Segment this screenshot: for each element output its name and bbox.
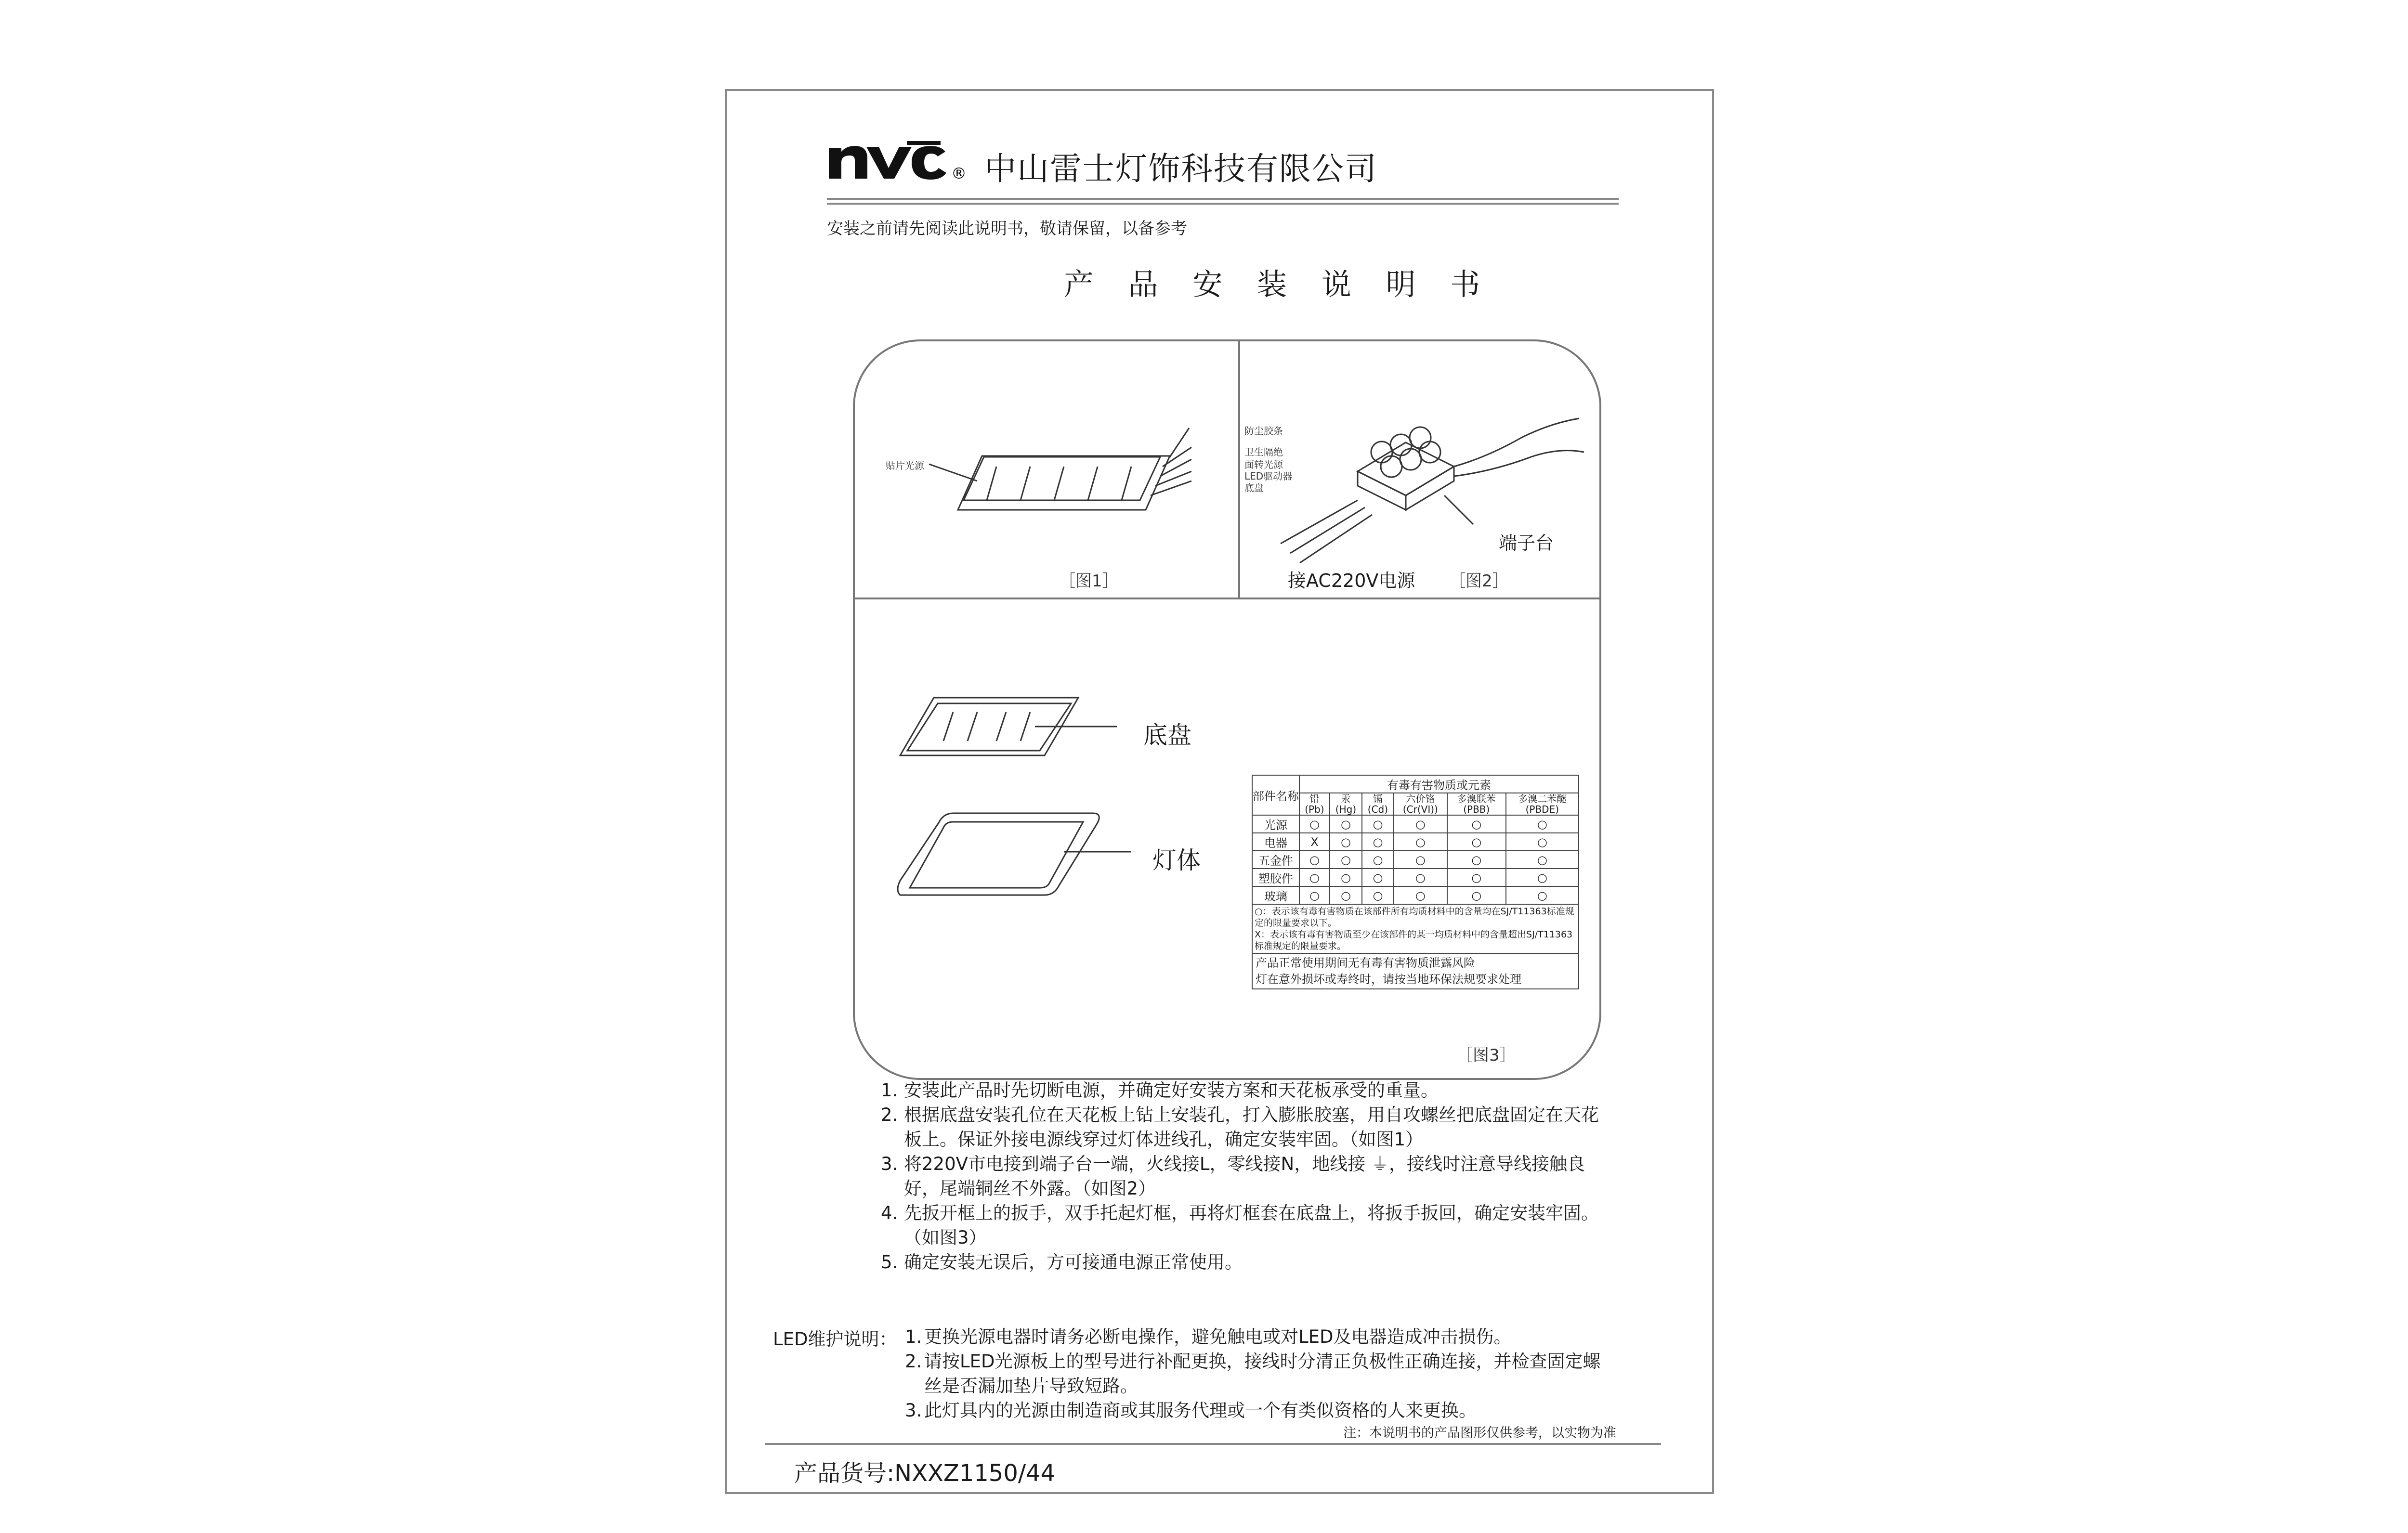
maintenance-heading: LED维护说明：	[773, 1329, 897, 1350]
cell: ○	[1394, 869, 1447, 886]
list-item	[905, 1349, 1618, 1398]
row-part: 玻璃	[1252, 886, 1299, 904]
cell: ○	[1506, 886, 1579, 904]
step-number: 1.	[881, 1080, 898, 1101]
cell: ○	[1362, 833, 1394, 851]
maintenance-list	[905, 1325, 1618, 1423]
step-number: 2.	[881, 1104, 898, 1125]
cell: ○	[1447, 886, 1506, 904]
cell: ○	[1299, 886, 1330, 904]
item-text: 更换光源电器时请务必断电操作，避免触电或对LED及电器造成冲击损伤。	[924, 1326, 1512, 1347]
table-row	[1252, 851, 1579, 869]
item-number: 1.	[905, 1326, 922, 1347]
footnote-line-2: 灯在意外损坏或寿终时，请按当地环保法规要求处理	[1256, 973, 1521, 986]
hazardous-substance-table	[1252, 775, 1579, 1020]
cell: ○	[1362, 886, 1394, 904]
fig1-side-label: 贴片光源	[886, 460, 924, 471]
item-number: 3.	[905, 1400, 922, 1421]
step-text: 确定安装无误后，方可接通电源正常使用。	[904, 1252, 1243, 1273]
step-text: 安装此产品时先切断电源，并确定好安装方案和天花板承受的重量。	[904, 1080, 1439, 1101]
fig1-exploded-view	[919, 409, 1218, 524]
registered-mark: ®	[951, 164, 967, 181]
list-item	[905, 1398, 1618, 1423]
fig1-label-1: 防尘胶条	[1244, 425, 1283, 437]
table-row	[1252, 886, 1579, 904]
col-cr6: 六价铬 (Cr(VI))	[1394, 793, 1447, 815]
fig2-power-label: 接AC220V电源	[1288, 570, 1415, 591]
manual-page	[725, 89, 1714, 1494]
list-item	[881, 1250, 1613, 1274]
cell: ○	[1394, 886, 1447, 904]
col-pbb: 多溴联苯 (PBB)	[1447, 793, 1506, 815]
list-item	[881, 1201, 1613, 1250]
step-text: 将220V市电接到端子台一端，火线接L，零线接N，地线接 ⏚，接线时注意导线接触良好，尾端铜丝不外露。（如图2）	[904, 1154, 1585, 1199]
cell: ○	[1447, 851, 1506, 869]
col-cd: 镉 (Cd)	[1362, 793, 1394, 815]
cell: ○	[1330, 851, 1362, 869]
cell: ○	[1362, 815, 1394, 833]
fig3-body-label: 灯体	[1152, 846, 1201, 874]
footnote-line-1: 产品正常使用期间无有毒有害物质泄露风险	[1256, 956, 1475, 970]
list-item	[881, 1103, 1613, 1152]
col-pb: 铅 (Pb)	[1299, 793, 1330, 815]
cell: ○	[1506, 815, 1579, 833]
cell: ○	[1299, 869, 1330, 886]
fig1-caption: ［图1］	[1059, 572, 1119, 591]
header-divider	[827, 198, 1619, 205]
installation-steps	[881, 1078, 1613, 1274]
row-part: 电器	[1252, 833, 1299, 851]
cell: ○	[1447, 815, 1506, 833]
row-part: 五金件	[1252, 851, 1299, 869]
step-text: 根据底盘安装孔位在天花板上钻上安装孔，打入膨胀胶塞，用自攻螺丝把底盘固定在天花板上。保证外接电源线穿过灯体进线孔，确定安装牢固。（如图1）	[904, 1104, 1599, 1150]
page-title: 产 品 安 装 说 明 书	[1064, 267, 1493, 302]
figure-divider-horizontal	[853, 598, 1601, 599]
list-item	[905, 1325, 1618, 1349]
col-pbde: 多溴二苯醚 (PBDE)	[1506, 793, 1579, 815]
legend-x: X：表示该有毒有害物质至少在该部件的某一均质材料中的含量超出SJ/T11363标准规定的限量要求。	[1255, 929, 1573, 951]
footer-divider	[765, 1443, 1661, 1445]
cell: ○	[1394, 851, 1447, 869]
cell: ○	[1506, 851, 1579, 869]
item-text: 此灯具内的光源由制造商或其服务代理或一个有类似资格的人来更换。	[924, 1400, 1477, 1421]
cell: ○	[1330, 869, 1362, 886]
item-text: 请按LED光源板上的型号进行补配更换，接线时分清正负极性正确连接，并检查固定螺丝是否漏加垫片导致短路。	[924, 1351, 1601, 1396]
table-row	[1252, 833, 1579, 851]
table-row	[1252, 869, 1579, 886]
fig2-caption: ［图2］	[1449, 572, 1509, 591]
fig2-terminal-label: 端子台	[1499, 533, 1554, 554]
nvc-logo	[827, 137, 967, 181]
fig1-label-5: 底盘	[1244, 482, 1264, 494]
cell: ○	[1447, 869, 1506, 886]
list-item	[881, 1152, 1613, 1201]
cell: ○	[1447, 833, 1506, 851]
cell: ○	[1362, 851, 1394, 869]
cell: ○	[1362, 869, 1394, 886]
product-number: 产品货号:NXXZ1150/44	[794, 1460, 1056, 1487]
cell: ○	[1299, 851, 1330, 869]
table-legend	[1252, 904, 1579, 953]
row-part: 光源	[1252, 815, 1299, 833]
col-hg: 汞 (Hg)	[1330, 793, 1362, 815]
step-number: 3.	[881, 1154, 898, 1174]
fig1-label-3: 面转光源	[1244, 459, 1283, 470]
cell: ○	[1506, 833, 1579, 851]
cell: ○	[1330, 886, 1362, 904]
fig3-assembly	[890, 669, 1160, 929]
legend-circle: ○：表示该有毒有害物质在该部件所有均质材料中的含量均在SJ/T11363标准规定的限量要求以下。	[1255, 906, 1574, 928]
substance-group-header: 有毒有害物质或元素	[1299, 775, 1579, 793]
cell: ○	[1330, 815, 1362, 833]
disclaimer-note: 注：本说明书的产品图形仅供参考，以实物为准	[1343, 1426, 1616, 1441]
figure-divider-vertical	[1238, 339, 1240, 599]
read-first-notice: 安装之前请先阅读此说明书，敬请保留，以备参考	[827, 219, 1187, 238]
company-name: 中山雷士灯饰科技有限公司	[984, 150, 1377, 187]
list-item	[881, 1078, 1613, 1103]
cell: ○	[1330, 833, 1362, 851]
cell: ○	[1394, 815, 1447, 833]
step-number: 5.	[881, 1252, 898, 1273]
cell: ○	[1394, 833, 1447, 851]
cell: X	[1299, 833, 1330, 851]
step-number: 4.	[881, 1203, 898, 1223]
part-column-header: 部件名称	[1252, 775, 1299, 815]
fig1-label-4: LED驱动器	[1244, 470, 1293, 482]
cell: ○	[1506, 869, 1579, 886]
table-row	[1252, 815, 1579, 833]
row-part: 塑胶件	[1252, 869, 1299, 886]
step-text: 先扳开框上的扳手，双手托起灯框，再将灯框套在底盘上，将扳手扳回，确定安装牢固。（如图3）	[904, 1203, 1599, 1248]
table-footnote	[1252, 953, 1579, 989]
item-number: 2.	[905, 1351, 922, 1372]
fig3-caption: ［图3］	[1456, 1046, 1516, 1065]
fig3-base-label: 底盘	[1143, 721, 1191, 749]
cell: ○	[1299, 815, 1330, 833]
fig1-label-2: 卫生隔绝	[1244, 446, 1283, 458]
